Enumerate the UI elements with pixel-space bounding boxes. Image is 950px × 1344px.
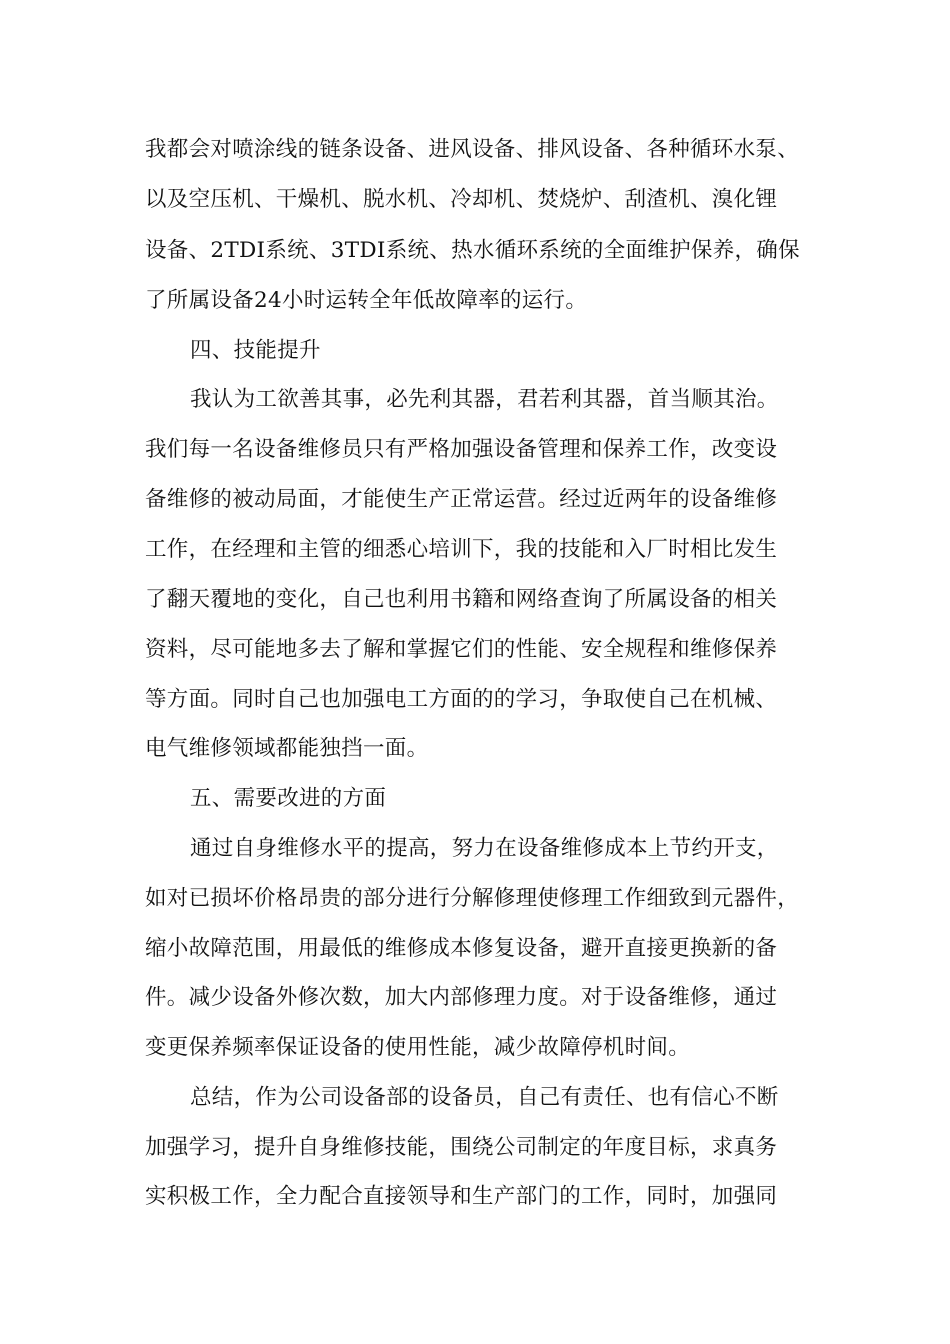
text-line: 我认为工欲善其事，必先利其器，君若利其器，首当顺其治。 bbox=[190, 387, 779, 412]
text-line: 了所属设备24小时运转全年低故障率的运行。 bbox=[145, 288, 588, 313]
text-line: 设备、2TDI系统、3TDI系统、热水循环系统的全面维护保养，确保 bbox=[145, 238, 800, 263]
section-heading: 四、技能提升 bbox=[190, 338, 321, 363]
text-line: 资料，尽可能地多去了解和掌握它们的性能、安全规程和维修保养 bbox=[145, 637, 778, 662]
text-line: 了翻天覆地的变化，自己也利用书籍和网络查询了所属设备的相关 bbox=[145, 587, 778, 612]
text-line: 我们每一名设备维修员只有严格加强设备管理和保养工作，改变设 bbox=[145, 437, 778, 462]
text-line: 缩小故障范围，用最低的维修成本修复设备，避开直接更换新的备 bbox=[145, 936, 778, 961]
text-line: 电气维修领域都能独挡一面。 bbox=[145, 736, 429, 761]
text-line: 备维修的被动局面，才能使生产正常运营。经过近两年的设备维修 bbox=[145, 487, 778, 512]
text-line: 如对已损坏价格昂贵的部分进行分解修理使修理工作细致到元器件， bbox=[145, 886, 800, 911]
text-line: 通过自身维修水平的提高，努力在设备维修成本上节约开支， bbox=[190, 836, 779, 861]
text-line: 加强学习，提升自身维修技能，围绕公司制定的年度目标，求真务 bbox=[145, 1135, 778, 1160]
text-line: 件。减少设备外修次数，加大内部修理力度。对于设备维修，通过 bbox=[145, 985, 778, 1010]
text-line: 等方面。同时自己也加强电工方面的的学习，争取使自己在机械、 bbox=[145, 687, 778, 712]
text-line: 工作，在经理和主管的细悉心培训下，我的技能和入厂时相比发生 bbox=[145, 537, 778, 562]
section-heading: 五、需要改进的方面 bbox=[190, 786, 387, 811]
text-line: 以及空压机、干燥机、脱水机、冷却机、焚烧炉、刮渣机、溴化锂 bbox=[145, 187, 778, 212]
text-line: 我都会对喷涂线的链条设备、进风设备、排风设备、各种循环水泵、 bbox=[145, 137, 800, 162]
text-line: 变更保养频率保证设备的使用性能，减少故障停机时间。 bbox=[145, 1035, 691, 1060]
text-line: 实积极工作，全力配合直接领导和生产部门的工作，同时，加强同 bbox=[145, 1184, 778, 1209]
text-line: 总结，作为公司设备部的设备员，自己有责任、也有信心不断 bbox=[190, 1085, 779, 1110]
